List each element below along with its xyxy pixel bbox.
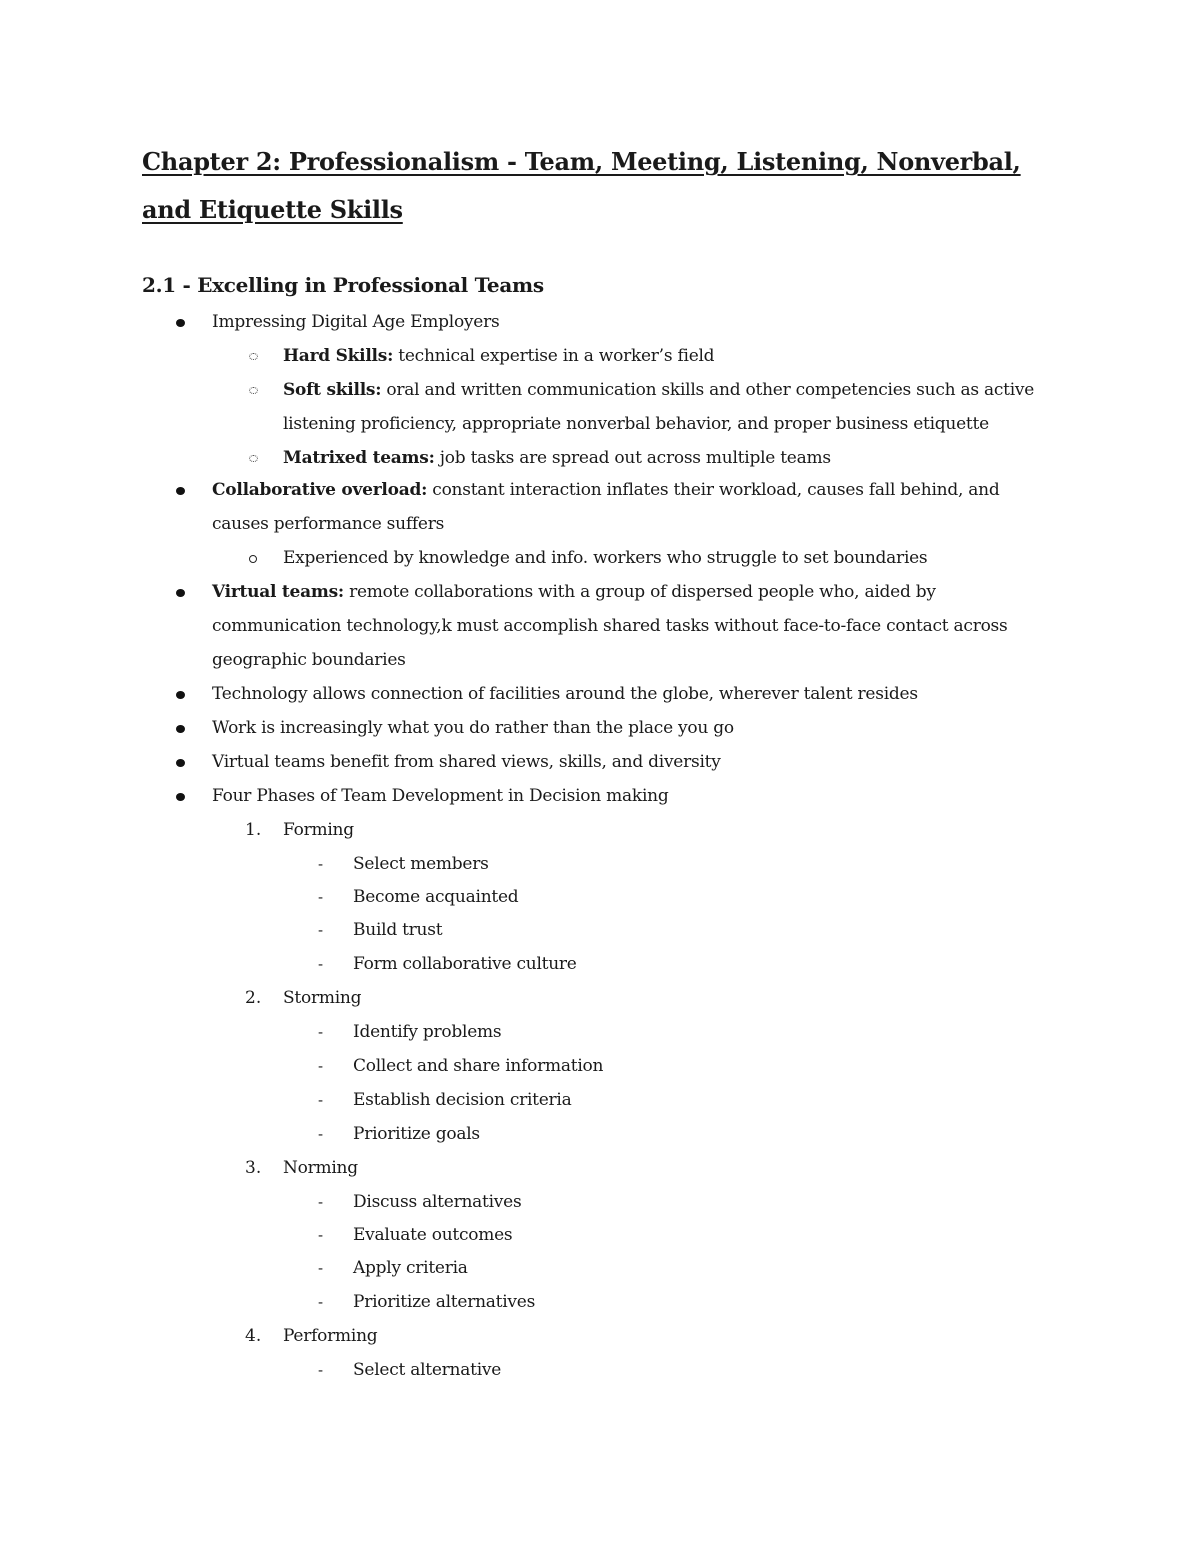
list-item: Work is increasingly what you do rather than the place you go [212, 718, 734, 738]
bullet-disc-icon [176, 319, 185, 327]
list-item-continuation: listening proficiency, appropriate nonverbal behavior, and proper business etiquette [283, 414, 989, 434]
bullet-disc-icon [176, 759, 185, 767]
list-item: Select alternative [353, 1360, 502, 1380]
dash-marker: - [318, 955, 324, 973]
list-item: Prioritize goals [353, 1124, 480, 1144]
definition-text: remote collaborations with a group of dispersed people who, aided by [343, 582, 936, 602]
dash-marker: - [318, 1361, 324, 1379]
phase-number: 2. [245, 988, 262, 1008]
phase-name: Norming [283, 1158, 358, 1178]
list-item: Collect and share information [353, 1056, 604, 1076]
list-item [283, 344, 714, 368]
dash-marker: - [318, 1091, 324, 1109]
bullet-dotted-circle-icon [249, 353, 258, 360]
list-item [283, 446, 831, 470]
list-item: Identify problems [353, 1022, 502, 1042]
definition-text: constant interaction inflates their workload, causes fall behind, and [427, 480, 1000, 500]
phase-number: 1. [245, 820, 262, 840]
list-item: Apply criteria [353, 1258, 468, 1278]
phase-number: 4. [245, 1326, 262, 1346]
bullet-disc-icon [176, 793, 185, 801]
bullet-disc-icon [176, 691, 185, 699]
list-item [212, 580, 936, 604]
phase-name: Forming [283, 820, 354, 840]
list-item [283, 378, 1034, 402]
chapter-title: Chapter 2: Professionalism - Team, Meeting, Listening, Nonverbal, and Etiquette Skills [142, 147, 1021, 224]
dash-marker: - [318, 1293, 324, 1311]
dash-marker: - [318, 1226, 324, 1244]
list-item [212, 478, 1000, 502]
term-collaborative-overload: Collaborative overload: [212, 480, 428, 500]
list-item: Experienced by knowledge and info. workers who struggle to set boundaries [283, 548, 928, 568]
definition-text: technical expertise in a worker’s field [393, 346, 715, 366]
bullet-disc-icon [176, 725, 185, 733]
list-item-continuation: causes performance suffers [212, 514, 445, 534]
list-item-continuation: communication technology,k must accomplish shared tasks without face-to-face contact across [212, 616, 1008, 636]
list-item: Impressing Digital Age Employers [212, 312, 500, 332]
term-virtual-teams: Virtual teams: [212, 582, 344, 602]
dash-marker: - [318, 1057, 324, 1075]
list-item-continuation: geographic boundaries [212, 650, 406, 670]
bullet-disc-icon [176, 487, 185, 495]
list-item: Technology allows connection of facilities around the globe, wherever talent resides [212, 684, 918, 704]
list-item: Four Phases of Team Development in Decision making [212, 786, 669, 806]
phase-number: 3. [245, 1158, 262, 1178]
bullet-dotted-circle-icon [249, 387, 258, 394]
bullet-circle-icon [249, 555, 257, 563]
dash-marker: - [318, 921, 324, 939]
list-item: Virtual teams benefit from shared views, skills, and diversity [212, 752, 721, 772]
bullet-disc-icon [176, 589, 185, 597]
bullet-dotted-circle-icon [249, 455, 258, 462]
list-item: Discuss alternatives [353, 1192, 522, 1212]
definition-text: oral and written communication skills and other competencies such as active [381, 380, 1035, 400]
list-item: Build trust [353, 920, 443, 940]
list-item: Form collaborative culture [353, 954, 577, 974]
list-item: Prioritize alternatives [353, 1292, 536, 1312]
dash-marker: - [318, 1193, 324, 1211]
dash-marker: - [318, 1125, 324, 1143]
term-matrixed-teams: Matrixed teams: [283, 448, 435, 468]
term-soft-skills: Soft skills: [283, 380, 382, 400]
list-item: Select members [353, 854, 489, 874]
phase-name: Performing [283, 1326, 378, 1346]
list-item: Evaluate outcomes [353, 1225, 513, 1245]
definition-text: job tasks are spread out across multiple teams [434, 448, 831, 468]
dash-marker: - [318, 855, 324, 873]
dash-marker: - [318, 1023, 324, 1041]
dash-marker: - [318, 888, 324, 906]
list-item: Become acquainted [353, 887, 519, 907]
phase-name: Storming [283, 988, 362, 1008]
term-hard-skills: Hard Skills: [283, 346, 394, 366]
section-heading: 2.1 - Excelling in Professional Teams [142, 273, 544, 297]
list-item: Establish decision criteria [353, 1090, 572, 1110]
dash-marker: - [318, 1259, 324, 1277]
